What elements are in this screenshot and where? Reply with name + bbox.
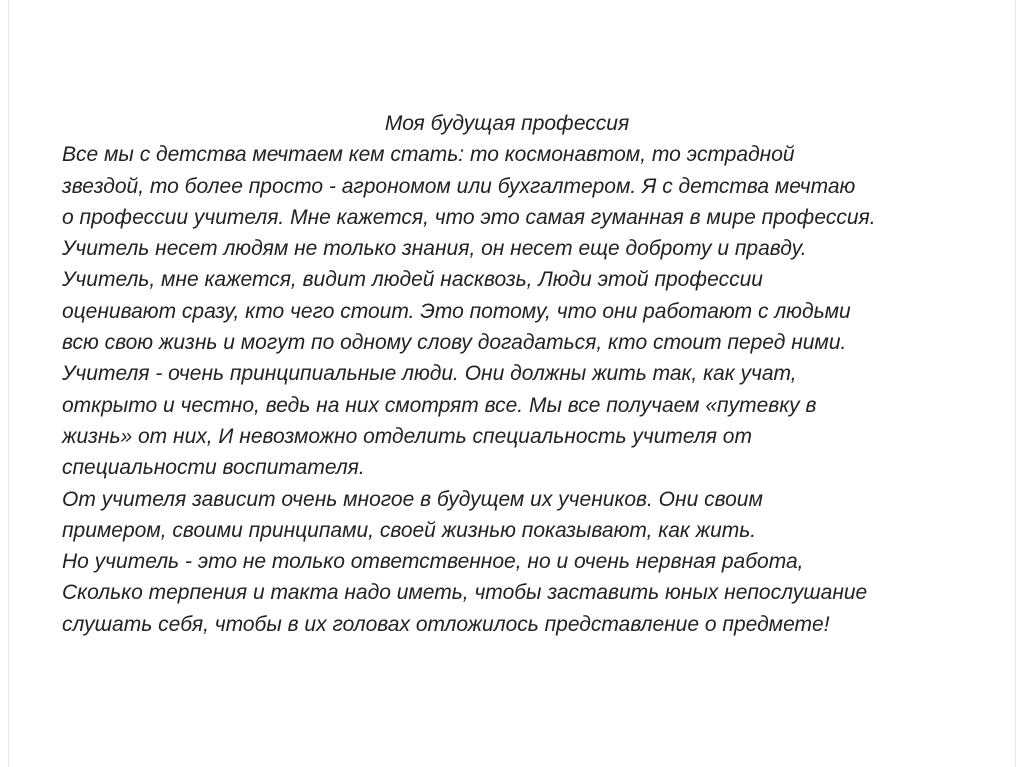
essay-title: Моя будущая профессия [384, 112, 630, 135]
essay-line: специальности воспитателя. [62, 456, 365, 480]
essay-line: о профессии учителя. Мне кажется, что это самая гуманная в мире профессия. [62, 205, 876, 229]
essay-line: слушать себя, чтобы в их головах отложилось представление о предмете! [62, 612, 830, 636]
essay-line: Учитель, мне кажется, видит людей насквозь, Люди этой профессии [62, 268, 763, 292]
essay-line: оценивают сразу, кто чего стоит. Это потому, что они работают с людьми [62, 299, 851, 323]
essay-line: открыто и честно, ведь на них смотрят все. Мы все получаем «путевку в [62, 393, 817, 417]
essay-line: примером, своими принципами, своей жизнью показывают, как жить. [62, 518, 757, 542]
essay-line: всю свою жизнь и могут по одному слову догадаться, кто стоит перед ними. [62, 331, 847, 355]
essay-line: жизнь» от них, И невозможно отделить специальность учителя от [62, 424, 752, 448]
essay-line: Все мы с детства мечтаем кем стать: то космонавтом, то эстрадной [62, 143, 795, 167]
essay-line: Но учитель - это не только ответственное, но и очень нервная работа, [62, 550, 804, 574]
essay-line: Сколько терпения и такта надо иметь, чтобы заставить юных непослушание [62, 581, 868, 605]
essay-line: Учитель несет людям не только знания, он несет еще доброту и правду. [62, 237, 807, 261]
essay-text [62, 108, 982, 640]
essay-line: От учителя зависит очень многое в будущем их учеников. Они своим [62, 487, 763, 511]
essay-line: звездой, то более просто - агрономом или бухгалтером. Я с детства мечтаю [62, 174, 856, 198]
essay-line: Учителя - очень принципиальные люди. Они должны жить так, как учат, [62, 362, 797, 386]
